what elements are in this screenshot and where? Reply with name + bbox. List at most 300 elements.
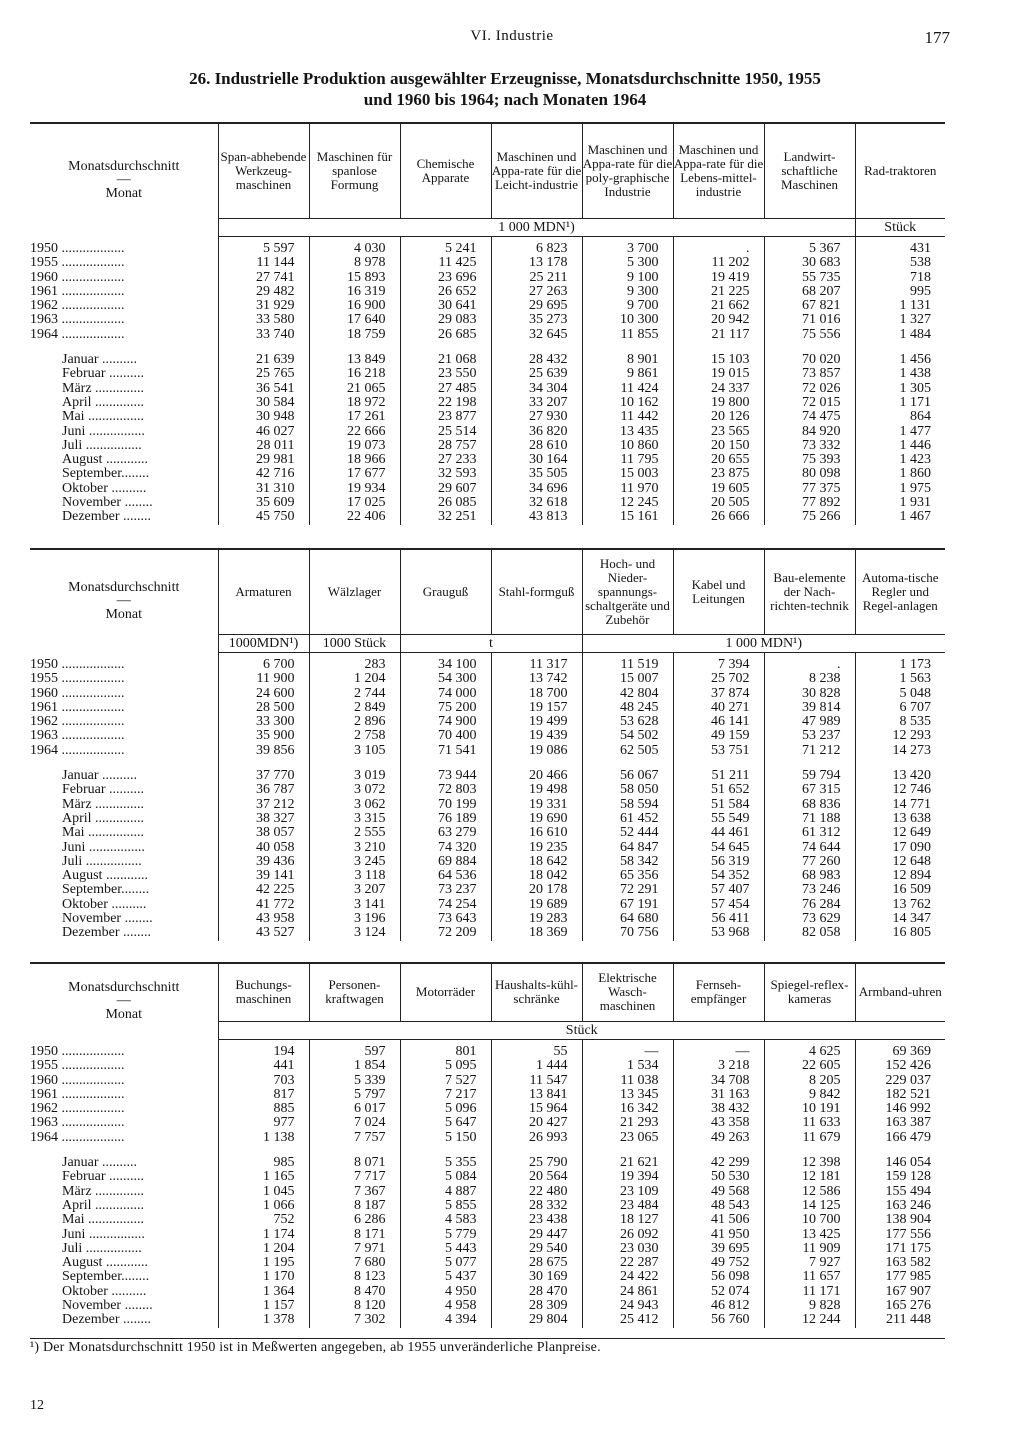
table-cell: 21 621 [582, 1156, 673, 1170]
table-cell: 71 016 [764, 313, 855, 327]
table-cell: 56 411 [673, 912, 764, 926]
row-label: September........ [62, 467, 150, 482]
table-cell: 15 161 [582, 510, 673, 524]
table-cell: 73 246 [764, 883, 855, 897]
table-cell: 7 680 [309, 1256, 400, 1270]
table-cell: 25 765 [218, 367, 309, 381]
stub-header [30, 963, 218, 1040]
row-label: Dezember ........ [62, 510, 152, 525]
table-cell: 1 438 [855, 367, 945, 381]
table-row [30, 783, 945, 797]
table-cell: . [673, 242, 764, 256]
table-cell: 42 804 [582, 687, 673, 701]
table-cell: 23 109 [582, 1185, 673, 1199]
table-cell: 21 293 [582, 1116, 673, 1130]
table-row [30, 396, 945, 410]
row-label: März .............. [62, 1184, 145, 1199]
table-cell: 4 887 [400, 1185, 491, 1199]
table-cell: 5 077 [400, 1256, 491, 1270]
table-cell: 3 207 [309, 883, 400, 897]
table-cell: 35 505 [491, 467, 582, 481]
table-row [30, 744, 945, 758]
table-cell: 19 157 [491, 701, 582, 715]
table-cell: 19 934 [309, 482, 400, 496]
row-label: 1960 .................. [30, 686, 125, 701]
table-row [30, 855, 945, 869]
table-cell: 21 065 [309, 382, 400, 396]
table-cell: 7 302 [309, 1313, 400, 1327]
table-row [30, 798, 945, 812]
table-cell: 54 645 [673, 841, 764, 855]
table-cell: 18 369 [491, 926, 582, 940]
unit-label: Stück [855, 219, 945, 237]
row-label: April .............. [62, 1198, 145, 1213]
table-row [30, 510, 945, 524]
table-cell: 42 225 [218, 883, 309, 897]
table-cell: 40 058 [218, 841, 309, 855]
table-cell: 5 367 [764, 242, 855, 256]
table-cell: 49 159 [673, 729, 764, 743]
table-row [30, 1088, 945, 1102]
column-header: Bau-elemente der Nach-richten-technik [764, 549, 855, 635]
table-cell: 25 412 [582, 1313, 673, 1327]
table-cell: 71 212 [764, 744, 855, 758]
table-cell: 7 757 [309, 1131, 400, 1145]
table-cell: 27 930 [491, 410, 582, 424]
table-cell: 5 647 [400, 1116, 491, 1130]
table-cell: 29 482 [218, 285, 309, 299]
table-cell: 8 901 [582, 353, 673, 367]
table-cell: 39 814 [764, 701, 855, 715]
table-cell: 817 [218, 1088, 309, 1102]
table-cell: 1 444 [491, 1059, 582, 1073]
table-cell: 146 054 [855, 1156, 945, 1170]
table-cell: 21 117 [673, 328, 764, 342]
table-cell: 1 327 [855, 313, 945, 327]
table-cell: 61 312 [764, 826, 855, 840]
table-cell: 18 642 [491, 855, 582, 869]
table-cell: 11 657 [764, 1270, 855, 1284]
table-cell: 37 874 [673, 687, 764, 701]
table-cell: 28 432 [491, 353, 582, 367]
row-label: 1962 .................. [30, 715, 125, 730]
table-cell: 5 150 [400, 1131, 491, 1145]
table-cell: 7 717 [309, 1170, 400, 1184]
table-cell: 76 284 [764, 898, 855, 912]
table-cell: 3 019 [309, 769, 400, 783]
table-cell: 23 484 [582, 1199, 673, 1213]
table-cell: 2 896 [309, 715, 400, 729]
table-cell: 13 742 [491, 672, 582, 686]
table-cell: 20 427 [491, 1116, 582, 1130]
table-row [30, 1156, 945, 1170]
column-header: Buchungs-maschinen [218, 963, 309, 1022]
table-row [30, 467, 945, 481]
table-cell: 30 948 [218, 410, 309, 424]
table-row [30, 1116, 945, 1130]
table-cell: 56 098 [673, 1270, 764, 1284]
table-cell: 26 652 [400, 285, 491, 299]
table-cell: 67 821 [764, 299, 855, 313]
table-cell: 20 178 [491, 883, 582, 897]
table-row [30, 869, 945, 883]
table-cell: 182 521 [855, 1088, 945, 1102]
table-cell: 8 470 [309, 1285, 400, 1299]
table-row [30, 1045, 945, 1059]
row-label: Juni ................ [62, 1227, 145, 1242]
table-row [30, 328, 945, 342]
column-header: Wälzlager [309, 549, 400, 635]
table-cell: 10 300 [582, 313, 673, 327]
table-cell: 43 958 [218, 912, 309, 926]
table-cell: 33 300 [218, 715, 309, 729]
table-cell: 13 435 [582, 425, 673, 439]
table-cell: 11 633 [764, 1116, 855, 1130]
table-cell: 16 319 [309, 285, 400, 299]
table-cell: 229 037 [855, 1074, 945, 1088]
row-label: 1963 .................. [30, 729, 125, 744]
table-cell: 72 291 [582, 883, 673, 897]
table-cell: 12 244 [764, 1313, 855, 1327]
unit-label: 1000MDN¹) [218, 635, 309, 653]
table-cell: 29 607 [400, 482, 491, 496]
table-cell: 7 217 [400, 1088, 491, 1102]
table-cell: 19 331 [491, 798, 582, 812]
table-cell: 27 485 [400, 382, 491, 396]
table-row [30, 1102, 945, 1116]
table-cell: 69 884 [400, 855, 491, 869]
table-cell: 25 211 [491, 271, 582, 285]
table-row [30, 1213, 945, 1227]
table-cell: 74 254 [400, 898, 491, 912]
unit-label: t [400, 635, 582, 653]
table-cell: 16 218 [309, 367, 400, 381]
stub-header-line-1: Monatsdurchschnitt [68, 159, 180, 175]
table-cell: 53 237 [764, 729, 855, 743]
table-cell: 35 609 [218, 496, 309, 510]
table-row [30, 812, 945, 826]
row-label: November ........ [62, 1299, 153, 1314]
table-cell: 62 505 [582, 744, 673, 758]
table-cell: 30 164 [491, 453, 582, 467]
table-cell: 19 073 [309, 439, 400, 453]
table-title-line-2: und 1960 bis 1964; nach Monaten 1964 [363, 90, 647, 109]
row-label: 1963 .................. [30, 313, 125, 328]
table-cell: 61 452 [582, 812, 673, 826]
table-cell: 18 759 [309, 328, 400, 342]
table-cell: 1 173 [855, 658, 945, 672]
row-label: Juli ................ [62, 438, 142, 453]
table-cell: 18 042 [491, 869, 582, 883]
table-cell: 1 467 [855, 510, 945, 524]
table-cell: 7 527 [400, 1074, 491, 1088]
row-label: 1950 .................. [30, 242, 125, 256]
table-cell: 74 475 [764, 410, 855, 424]
table-cell: 41 506 [673, 1213, 764, 1227]
table-cell: 19 086 [491, 744, 582, 758]
table-cell: 6 700 [218, 658, 309, 672]
table-cell: 11 519 [582, 658, 673, 672]
table-cell: 54 300 [400, 672, 491, 686]
table-cell: 22 198 [400, 396, 491, 410]
table-cell: 10 700 [764, 1213, 855, 1227]
table-cell: 20 942 [673, 313, 764, 327]
row-label: 1964 .................. [30, 1130, 125, 1145]
table-cell: 3 196 [309, 912, 400, 926]
table-cell: 14 125 [764, 1199, 855, 1213]
table-cell: 1 456 [855, 353, 945, 367]
table-row [30, 1242, 945, 1256]
table-cell: 163 246 [855, 1199, 945, 1213]
table-cell: 6 707 [855, 701, 945, 715]
column-header: Span-abhebende Werkzeug-maschinen [218, 124, 309, 219]
table-cell: 1 477 [855, 425, 945, 439]
table-cell: 11 547 [491, 1074, 582, 1088]
footnote: ¹) Der Monatsdurchschnitt 1950 ist in Meßwerten angegeben, ab 1955 unveränderliche Planpreise. [30, 1340, 601, 1355]
table-cell: 11 317 [491, 658, 582, 672]
table-row [30, 1074, 945, 1088]
table-cell: 72 209 [400, 926, 491, 940]
table-cell: 35 900 [218, 729, 309, 743]
stub-header-line-2: Monat [105, 186, 143, 202]
row-label: 1963 .................. [30, 1116, 125, 1131]
table-cell: 977 [218, 1116, 309, 1130]
table-cell: 15 893 [309, 271, 400, 285]
column-header: Maschinen und Appa-rate für die Lebens-mittel-industrie [673, 124, 764, 219]
table-cell: 72 026 [764, 382, 855, 396]
stub-header [30, 549, 218, 653]
table-cell: 33 207 [491, 396, 582, 410]
table-cell: 9 861 [582, 367, 673, 381]
table-cell: 431 [855, 242, 945, 256]
table-cell: 64 847 [582, 841, 673, 855]
table-cell: 39 141 [218, 869, 309, 883]
table-cell: 70 020 [764, 353, 855, 367]
table-row [30, 1313, 945, 1327]
table-cell: 28 309 [491, 1299, 582, 1313]
row-label: November ........ [62, 912, 153, 927]
table-cell: 15 964 [491, 1102, 582, 1116]
table-cell: 38 327 [218, 812, 309, 826]
column-header: Personen-kraftwagen [309, 963, 400, 1022]
table-cell: 23 696 [400, 271, 491, 285]
table-cell: 2 555 [309, 826, 400, 840]
table-cell: 5 597 [218, 242, 309, 256]
table-cell: 5 355 [400, 1156, 491, 1170]
row-label: Mai ................ [62, 1213, 145, 1228]
column-header: Rad-traktoren [855, 124, 945, 219]
table-cell: 70 400 [400, 729, 491, 743]
table-cell: 34 100 [400, 658, 491, 672]
table-cell: 29 083 [400, 313, 491, 327]
stub-header-line-1: Monatsdurchschnitt [68, 579, 180, 595]
row-label: Oktober .......... [62, 1284, 147, 1299]
table-cell: 11 855 [582, 328, 673, 342]
table-cell: 25 639 [491, 367, 582, 381]
column-header: Armaturen [218, 549, 309, 635]
table-cell: 16 900 [309, 299, 400, 313]
table-row [30, 715, 945, 729]
table-cell: 16 509 [855, 883, 945, 897]
table-cell: 8 978 [309, 256, 400, 270]
table-cell: 5 779 [400, 1228, 491, 1242]
table-cell: 63 279 [400, 826, 491, 840]
table-cell: 36 541 [218, 382, 309, 396]
table-cell: 1 931 [855, 496, 945, 510]
stub-header-line-1: Monatsdurchschnitt [68, 980, 180, 996]
table-cell: 40 271 [673, 701, 764, 715]
table-cell: 3 141 [309, 898, 400, 912]
table-cell: 28 610 [491, 439, 582, 453]
table-cell: 3 315 [309, 812, 400, 826]
table-cell: 30 683 [764, 256, 855, 270]
table-cell: 25 514 [400, 425, 491, 439]
table-cell: 1 378 [218, 1313, 309, 1327]
table-cell: 718 [855, 271, 945, 285]
table-cell: 55 735 [764, 271, 855, 285]
table-cell: — [582, 1045, 673, 1059]
table-cell: 20 150 [673, 439, 764, 453]
table-cell: 41 772 [218, 898, 309, 912]
table-cell: 65 356 [582, 869, 673, 883]
table-cell: 36 787 [218, 783, 309, 797]
table-cell: 56 319 [673, 855, 764, 869]
table-row [30, 425, 945, 439]
footer-page-number: 12 [30, 1398, 44, 1413]
table-cell: 49 752 [673, 1256, 764, 1270]
table-row [30, 382, 945, 396]
table-cell: 18 972 [309, 396, 400, 410]
table-cell: 13 638 [855, 812, 945, 826]
table-cell: 19 498 [491, 783, 582, 797]
table-row [30, 313, 945, 327]
table-cell: 1 563 [855, 672, 945, 686]
table-cell: 15 003 [582, 467, 673, 481]
table-cell: 9 100 [582, 271, 673, 285]
table-cell: 21 225 [673, 285, 764, 299]
row-label: August ............ [62, 453, 148, 468]
table-cell: 70 756 [582, 926, 673, 940]
table-cell: 51 584 [673, 798, 764, 812]
table-cell: 5 095 [400, 1059, 491, 1073]
table-cell: 21 068 [400, 353, 491, 367]
table-cell: 11 144 [218, 256, 309, 270]
table-cell: 31 929 [218, 299, 309, 313]
table-cell: 34 304 [491, 382, 582, 396]
table-cell: 39 856 [218, 744, 309, 758]
table-cell: 73 332 [764, 439, 855, 453]
table-cell: 1 165 [218, 1170, 309, 1184]
row-label: 1962 .................. [30, 299, 125, 314]
table-cell: 73 237 [400, 883, 491, 897]
table-cell: 11 038 [582, 1074, 673, 1088]
table-cell: 74 320 [400, 841, 491, 855]
row-label: 1955 .................. [30, 256, 125, 271]
row-label: 1955 .................. [30, 1059, 125, 1074]
table-row [30, 1285, 945, 1299]
table-cell: 68 836 [764, 798, 855, 812]
table-cell: 1 364 [218, 1285, 309, 1299]
row-label: 1950 .................. [30, 1045, 125, 1059]
table-cell: 74 000 [400, 687, 491, 701]
data-table-1 [30, 124, 945, 525]
table-cell: 53 751 [673, 744, 764, 758]
unit-label: 1 000 MDN¹) [218, 219, 855, 237]
table-cell: 19 439 [491, 729, 582, 743]
table-row [30, 1228, 945, 1242]
unit-label: Stück [218, 1022, 945, 1040]
table-row [30, 299, 945, 313]
table-cell: 7 971 [309, 1242, 400, 1256]
row-label: September........ [62, 1270, 150, 1285]
column-header: Grauguß [400, 549, 491, 635]
table-cell: 19 690 [491, 812, 582, 826]
table-cell: 57 454 [673, 898, 764, 912]
table-cell: 8 535 [855, 715, 945, 729]
table-cell: 73 629 [764, 912, 855, 926]
table-cell: 12 398 [764, 1156, 855, 1170]
table-cell: 9 842 [764, 1088, 855, 1102]
table-cell: 28 470 [491, 1285, 582, 1299]
table-cell: 1 534 [582, 1059, 673, 1073]
table-cell: 29 981 [218, 453, 309, 467]
table-cell: 13 420 [855, 769, 945, 783]
table-cell: 30 641 [400, 299, 491, 313]
row-label: 1961 .................. [30, 284, 125, 299]
table-row [30, 439, 945, 453]
table-cell: 1 423 [855, 453, 945, 467]
table-cell: 75 266 [764, 510, 855, 524]
table-cell: 21 639 [218, 353, 309, 367]
table-cell: 163 387 [855, 1116, 945, 1130]
table-cell: 10 191 [764, 1102, 855, 1116]
page-number: 177 [924, 28, 950, 47]
table-row [30, 1270, 945, 1284]
table-cell: 19 605 [673, 482, 764, 496]
table-cell: 165 276 [855, 1299, 945, 1313]
table-cell: 67 315 [764, 783, 855, 797]
row-label: März .............. [62, 797, 145, 812]
stub-header [30, 124, 218, 237]
table-cell: 53 628 [582, 715, 673, 729]
row-label: Dezember ........ [62, 1313, 152, 1328]
table-cell: 70 199 [400, 798, 491, 812]
table-row [30, 701, 945, 715]
column-header: Elektrische Wasch-maschinen [582, 963, 673, 1022]
table-row [30, 367, 945, 381]
table-cell: 18 700 [491, 687, 582, 701]
column-header: Maschinen und Appa-rate für die poly-graphische Industrie [582, 124, 673, 219]
table-cell: 13 841 [491, 1088, 582, 1102]
table-cell: 58 594 [582, 798, 673, 812]
table-cell: 3 072 [309, 783, 400, 797]
table-row [30, 912, 945, 926]
table-cell: 22 605 [764, 1059, 855, 1073]
row-label: 1964 .................. [30, 743, 125, 758]
table-cell: 2 758 [309, 729, 400, 743]
table-cell: 53 968 [673, 926, 764, 940]
table-cell: 52 444 [582, 826, 673, 840]
table-cell: 9 828 [764, 1299, 855, 1313]
table-cell: 17 261 [309, 410, 400, 424]
table-cell: 19 283 [491, 912, 582, 926]
table-row [30, 1131, 945, 1145]
table-row [30, 453, 945, 467]
table-cell: 5 300 [582, 256, 673, 270]
table-cell: 1 171 [855, 396, 945, 410]
table-cell: 34 696 [491, 482, 582, 496]
table-cell: 146 992 [855, 1102, 945, 1116]
